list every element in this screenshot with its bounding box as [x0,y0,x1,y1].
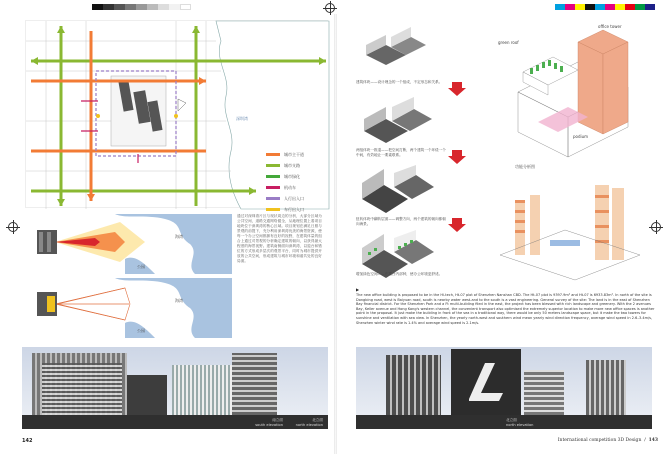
print-color-bar-left [92,4,191,10]
north-elevation [356,347,652,429]
elevation-building [524,370,564,415]
elevation-building [451,349,521,415]
spread-fold [334,14,337,454]
label-green-roof: green roof [498,40,519,45]
site-plan-legend [266,149,304,215]
step-caption: 增加绿色空间——在露台内部种，使办公环境更舒适。 [356,272,443,276]
arrow-down-icon [448,150,466,164]
elevation-building [127,375,167,415]
label-podium: podium [573,134,589,139]
design-step-3 [356,165,438,217]
elevation-label-north: 北立面 north elevation [506,418,534,427]
design-step-2 [356,97,438,149]
elevation-building [172,365,232,415]
elevation-building [232,353,277,415]
legend-item: 城市绿化 [266,171,304,182]
view-diagram-2 [25,278,232,338]
legend-item: 车行出入口 [266,204,304,215]
function-analysis-diagram [478,22,648,162]
site-plan [25,20,328,212]
legend-item: 城市支路 [266,160,304,171]
label-office-tower: office tower [598,24,622,29]
elevation-building [42,363,122,415]
legend-item: 城市主干道 [266,149,304,160]
view-diagram-1 [25,214,232,274]
step-caption: 两组体块一推退——把空间打断，两个建筑一个环绕一个中间，有效地让一要素联系。 [356,148,446,157]
design-step-1 [356,25,438,77]
elevation-label-north: 北立面 north elevation [295,418,323,427]
elevation-building [586,360,626,415]
arrow-down-icon [448,218,466,232]
elevation-building [386,355,441,415]
south-elevation [22,347,328,429]
legend-item: 机动车 [266,182,304,193]
lake-label: 深圳湾 [236,116,248,121]
running-header: International competition 3D Design / 143 [557,438,658,443]
diagram-label: 海湾 [175,234,183,239]
arrow-down-icon [448,82,466,96]
bullet-icon: ▶ [356,287,360,292]
registration-mark-left [8,222,18,232]
function-analysis-title: 功能分析图 [515,164,535,169]
chinese-description: 通过对深圳湾片区与现状周边的分析，大部分区域为公共空间，道路交通网络健全，从地理位置上看项目地块位于深圳湾的核心区域。项目规划在满足日照与景观的前提下，充分利用深圳湾优美的海景资源，使每一个办公空间都拥有良好的视野，在建筑体量的组合上通过对景观的分析确定建筑的朝向，以获得最大程度的海景视野。建筑南侧面向深圳湾，以退台和错位的方式形成多层次的观景平台，同时为城市提供开放的公共空间，形成建筑与城市环境和谐共处的良好局面。 [237,214,322,263]
tower-analysis-diagram [480,180,650,285]
diagram-label: 公园 [137,328,145,333]
english-description: The new office building is proposed to be in the Hi-tech, Ht-07 plot of Shenzhen Nanshan CBD. The Ht-07 plot is 9397.9m² and Ht-07 is 6933.83m². In north of the site is Dongbing road, west is Baiyuan road, south is nearby water west-and to the south is a vast engineering. General survey of the site: The land is in the east of Shenzhen Bay financial district. For the Shenzhen Park and a Ft multi-building filed in the east, the project has been blessed with rich landscape and greenery. With the 2 avenues Bay, Keller avenue and Hong Kong's western channel, the convenient transport also optimised the extremely superior location to make more new office spaces is another point in the proposal. It just make the building in front of the sea in a traditional way, there would be only 50 meters landscape space, but it make the two towers for sunshine and ventilation with sea view. In Shenzhen, the yearly north-west and southern wind mean yearly wind direction frequency, average wind speed in 2.6–3.4m/s, Shenzhen winter wind rate is 1.4% and average wind speed is 2.1m/s. [356,293,655,325]
page-number-left: 142 [22,438,33,444]
diagram-label: 海湾 [175,298,183,303]
registration-mark-right [651,222,661,232]
step-caption: 扭转体块中翻转层面——调整方向，两个建筑的朝向都朝向海景。 [356,217,446,226]
legend-item: 人行出入口 [266,193,304,204]
registration-mark-top [325,3,335,13]
diagram-label: 公园 [137,264,145,269]
print-color-bar-right [555,4,655,10]
elevation-label-south: 南立面 south elevation [255,418,283,427]
step-caption: 建筑体块——设计理念的一个组成，不定形态和关系。 [356,80,443,84]
